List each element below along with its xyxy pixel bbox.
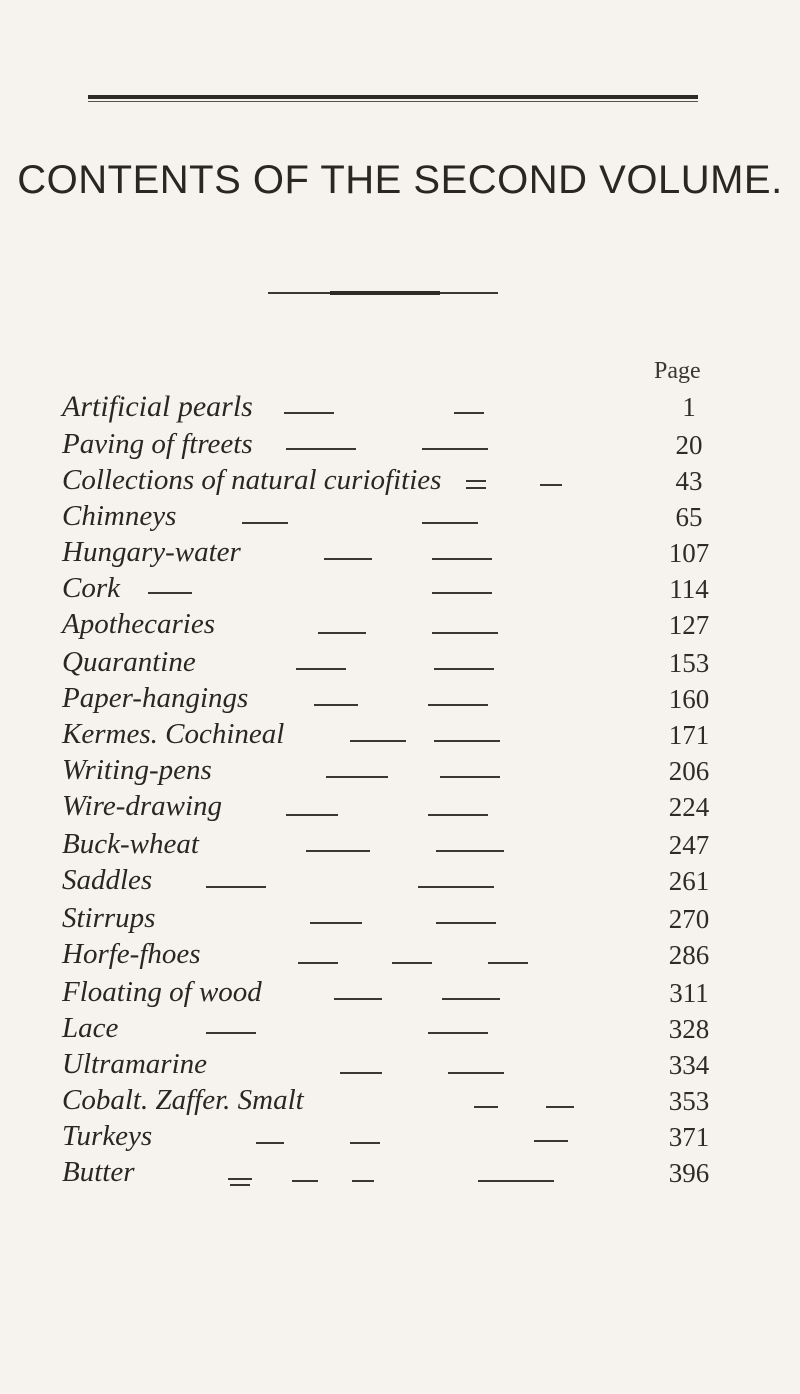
leader-dash [478,1180,554,1182]
leader-dash [350,740,406,742]
entry-title: Turkeys [62,1120,153,1152]
toc-entry [62,1120,782,1160]
entry-page: 43 [675,466,703,496]
leader-dash [256,1142,284,1144]
leader-dash [442,998,500,1000]
toc-entry [62,1012,782,1052]
entry-title: Paper-hangings [62,682,249,714]
leader-dash [428,704,488,706]
entry-page: 286 [668,940,710,970]
entry-title: Collections of natural curiofities [62,464,442,496]
entry-page: 334 [668,1050,710,1080]
leader-dash [284,412,334,414]
toc-entry [62,938,782,978]
leader-dash [432,592,492,594]
top-rule-thin [88,101,698,102]
leader-dash [434,740,500,742]
leader-dash [298,962,338,964]
entry-page: 65 [675,502,703,532]
entry-title: Lace [62,1012,119,1044]
leader-dash [428,1032,488,1034]
entry-title: Floating of wood [62,976,262,1008]
page-column-label: Page [654,358,701,384]
entry-title: Ultramarine [62,1048,207,1080]
entry-title: Buck-wheat [62,828,199,860]
leader-dash [436,922,496,924]
leader-dash [432,632,498,634]
leader-dash [434,668,494,670]
entry-page: 153 [668,648,710,678]
entry-title: Artificial pearls [62,390,253,423]
leader-dash [350,1142,380,1144]
leader-dash [306,850,370,852]
leader-dash [466,480,486,482]
leader-dash [314,704,358,706]
toc-entry [62,718,782,758]
toc-entry [62,464,782,504]
entry-page: 311 [669,978,709,1008]
leader-dash [296,668,346,670]
entry-page: 171 [668,720,710,750]
leader-dash [432,558,492,560]
entry-title: Chimneys [62,500,177,532]
leader-dash [318,632,366,634]
leader-dash [292,1180,318,1182]
leader-dash [448,1072,504,1074]
leader-dash [428,814,488,816]
entry-page: 114 [669,574,709,604]
entry-title: Writing-pens [62,754,212,786]
entry-page: 261 [668,866,710,896]
leader-dash [540,484,562,486]
entry-page: 107 [668,538,710,568]
leader-dash [466,487,486,489]
leader-dash [422,448,488,450]
leader-dash [324,558,372,560]
toc-entry [62,428,782,468]
toc-entry [62,646,782,686]
leader-dash [474,1106,498,1108]
entry-title: Hungary-water [62,536,241,568]
leader-dash [310,922,362,924]
leader-dash [206,1032,256,1034]
entry-title: Quarantine [62,646,196,678]
entry-page: 270 [668,904,710,934]
entry-title: Cobalt. Zaffer. Smalt [62,1084,304,1116]
entry-page: 247 [668,830,710,860]
entry-title: Saddles [62,864,153,896]
toc-entry [62,902,782,942]
toc-entry [62,536,782,576]
entry-page: 328 [668,1014,710,1044]
toc-entry [62,1048,782,1088]
entry-page: 396 [668,1158,710,1188]
entry-title: Wire-drawing [62,790,223,822]
entry-title: Stirrups [62,902,156,934]
leader-dash [418,886,494,888]
entry-page: 20 [675,430,703,460]
toc-entry [62,754,782,794]
toc-entry [62,1084,782,1124]
entry-page: 206 [668,756,710,786]
toc-entry [62,864,782,904]
toc-entry [62,976,782,1016]
leader-dash [206,886,266,888]
toc-entry [62,390,782,430]
leader-dash [392,962,432,964]
leader-dash [488,962,528,964]
toc-entry [62,1156,782,1196]
leader-dash [326,776,388,778]
leader-dash [454,412,484,414]
leader-dash [340,1072,382,1074]
leader-dash [334,998,382,1000]
entry-title: Butter [62,1156,135,1188]
ornamental-rule-center [330,291,440,295]
entry-title: Cork [62,572,120,604]
leader-dash [422,522,478,524]
leader-dash [436,850,504,852]
leader-dash [534,1140,568,1142]
leader-dash [242,522,288,524]
toc-entry [62,572,782,612]
entry-page: 160 [668,684,710,714]
entry-title: Paving of ftreets [62,428,253,460]
entry-page: 371 [668,1122,710,1152]
toc-entry [62,828,782,868]
leader-dash [148,592,192,594]
leader-dash [440,776,500,778]
entry-page: 127 [668,610,710,640]
entry-page: 1 [682,392,696,422]
leader-dash [286,814,338,816]
leader-dash [546,1106,574,1108]
leader-dash [230,1184,250,1186]
entry-page: 353 [668,1086,710,1116]
page-title: CONTENTS OF THE SECOND VOLUME. [17,158,783,202]
leader-dash [352,1180,374,1182]
entry-title: Horfe-fhoes [62,938,201,970]
toc-entry [62,790,782,830]
toc-entry [62,682,782,722]
toc-entry [62,500,782,540]
entry-title: Apothecaries [62,608,216,640]
leader-dash [286,448,356,450]
entry-title: Kermes. Cochineal [62,718,285,750]
top-rule-thick [88,95,698,99]
entry-page: 224 [668,792,710,822]
toc-entry [62,608,782,648]
leader-dash [228,1178,252,1180]
